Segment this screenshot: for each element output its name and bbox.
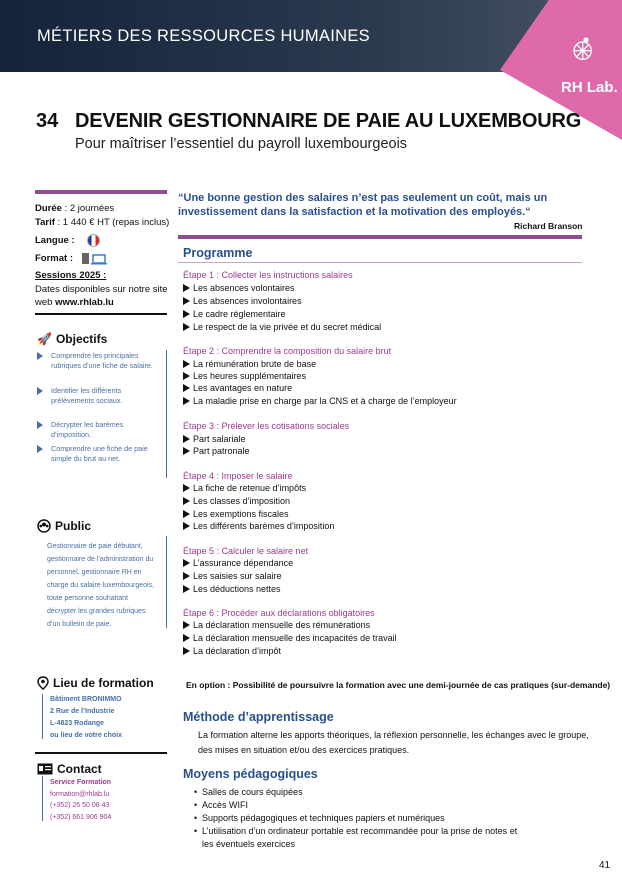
- arrow-bullet-icon: [183, 634, 190, 642]
- objectifs-divider: [166, 350, 167, 478]
- tarif-value: : 1 440 € HT (repas inclus): [57, 217, 170, 228]
- lieu-divider: [42, 694, 43, 739]
- arrow-bullet-icon: [183, 484, 190, 492]
- sessions-label: Sessions 2025 :: [35, 270, 107, 281]
- programme-item: La fiche de retenue d’impôts: [183, 483, 306, 493]
- programme-item: Le respect de la vie privée et du secret médical: [183, 322, 381, 332]
- arrow-bullet-icon: [183, 497, 190, 505]
- sessions-line2: web www.rhlab.lu: [35, 297, 114, 308]
- option-note: En option : Possibilité de poursuivre la formation avec une demi-journée de cas pratiques (sur-demande): [186, 680, 611, 690]
- objectif-item: Comprendre les principales rubriques d’une fiche de salaire.: [37, 351, 165, 371]
- etape-title: Étape 1 : Collecter les instructions salaires: [183, 270, 353, 280]
- etape-title: Étape 3 : Prélever les cotisations sociales: [183, 421, 350, 431]
- programme-rule: [178, 262, 582, 263]
- arrow-bullet-icon: [183, 297, 190, 305]
- rh-lab-logo-icon: [566, 36, 610, 76]
- langue-label: Langue :: [35, 235, 75, 247]
- etape-title: Étape 2 : Comprendre la composition du salaire brut: [183, 346, 392, 356]
- objectif-item: Décrypter les barèmes d’imposition.: [37, 420, 165, 440]
- tarif-line: [35, 217, 169, 228]
- triangle-bullet-icon: [37, 387, 43, 395]
- moyens-item-continuation: les éventuels exercices: [202, 839, 296, 849]
- objectif-item: Identifier les différents prélèvements sociaux.: [37, 386, 165, 406]
- building-icon: [82, 253, 89, 264]
- quote-bar: [178, 235, 582, 239]
- arrow-bullet-icon: [183, 360, 190, 368]
- programme-item: Part salariale: [183, 434, 246, 444]
- programme-item: Les déductions nettes: [183, 584, 281, 594]
- arrow-bullet-icon: [183, 372, 190, 380]
- location-pin-icon: [37, 676, 49, 690]
- arrow-bullet-icon: [183, 323, 190, 331]
- programme-item: Le cadre réglementaire: [183, 309, 286, 319]
- triangle-bullet-icon: [37, 421, 43, 429]
- contact-card-icon: [37, 763, 53, 775]
- public-heading: Public: [37, 519, 91, 533]
- objectifs-heading: 🚀 Objectifs: [37, 332, 108, 346]
- contact-email[interactable]: formation@rhlab.lu: [50, 790, 110, 798]
- moyens-title: Moyens pédagogiques: [183, 767, 318, 781]
- triangle-bullet-icon: [37, 445, 43, 453]
- arrow-bullet-icon: [183, 310, 190, 318]
- contact-heading: Contact: [37, 762, 102, 776]
- quote-author: Richard Branson: [514, 221, 583, 231]
- methode-text: La formation alterne les apports théoriques, la réflexion personnelle, les échanges avec le groupe, des mises en situation et/ou des exercices pratiques.: [198, 730, 589, 755]
- triangle-bullet-icon: [37, 352, 43, 360]
- programme-item: La déclaration mensuelle des rémunérations: [183, 620, 370, 630]
- contact-phone: (+352) 26 50 08 43: [50, 802, 110, 809]
- divider: [35, 313, 167, 315]
- laptop-icon: [93, 255, 105, 263]
- programme-item: La déclaration d’impôt: [183, 646, 281, 656]
- public-text: Gestionnaire de paie débutant, gestionnaire de l’administration du personnel, gestionnaire RH en charge du salaire luxembourgeois, toute personne souhaitant décrypter les grandes rubriques d’un bulletin de paie.: [47, 543, 155, 628]
- course-subtitle: Pour maîtriser l’essentiel du payroll luxembourgeois: [75, 136, 408, 152]
- objectif-item: Comprendre une fiche de paie simple du brut au net.: [37, 444, 165, 464]
- programme-item: La rémunération brute de base: [183, 359, 316, 369]
- website-link[interactable]: www.rhlab.lu: [55, 297, 114, 308]
- arrow-bullet-icon: [183, 585, 190, 593]
- french-flag-icon: [87, 234, 100, 247]
- arrow-bullet-icon: [183, 447, 190, 455]
- course-title: DEVENIR GESTIONNAIRE DE PAIE AU LUXEMBOURG: [75, 110, 582, 132]
- arrow-bullet-icon: [183, 397, 190, 405]
- programme-item: La déclaration mensuelle des incapacités de travail: [183, 633, 397, 643]
- programme-item: Part patronale: [183, 446, 250, 456]
- logo-text: RH Lab.: [561, 79, 618, 96]
- duree-value: : 2 journées: [64, 203, 115, 214]
- format-line: [35, 251, 109, 265]
- lieu-heading: Lieu de formation: [37, 676, 154, 690]
- programme-item: L’assurance dépendance: [183, 558, 293, 568]
- programme-item: Les exemptions fiscales: [183, 509, 289, 519]
- rocket-icon: 🚀: [37, 332, 52, 346]
- tarif-label: Tarif: [35, 217, 55, 228]
- programme-item: Les heures supplémentaires: [183, 371, 306, 381]
- sessions-line1: Dates disponibles sur notre site: [35, 284, 168, 295]
- quote-text: “Une bonne gestion des salaires n’est pas seulement un coût, mais un investissement dans la satisfaction et la motivation des employés.“: [178, 192, 548, 218]
- public-group-icon: [37, 519, 51, 533]
- page-number: 41: [599, 860, 611, 871]
- programme-title: Programme: [183, 246, 253, 260]
- arrow-bullet-icon: [183, 621, 190, 629]
- duree-line: [35, 203, 114, 214]
- format-label: Format :: [35, 252, 73, 264]
- arrow-bullet-icon: [183, 510, 190, 518]
- format-icons: [81, 251, 109, 265]
- programme-item: Les différents barèmes d’imposition: [183, 521, 334, 531]
- etape-title: Étape 6 : Procéder aux déclarations obligatoires: [183, 608, 375, 618]
- public-divider: [166, 536, 167, 628]
- duree-label: Durée: [35, 203, 62, 214]
- programme-item: Les absences volontaires: [183, 283, 295, 293]
- langue-line: [35, 234, 100, 247]
- header-title: MÉTIERS DES RESSOURCES HUMAINES: [37, 27, 370, 45]
- arrow-bullet-icon: [183, 384, 190, 392]
- etape-title: Étape 5 : Calculer le salaire net: [183, 546, 309, 556]
- etape-title: Étape 4 : Imposer le salaire: [183, 471, 293, 481]
- arrow-bullet-icon: [183, 559, 190, 567]
- lieu-address: Bâtiment BRONIMMO 2 Rue de l’Industrie L-4823 Rodange ou lieu de votre choix: [50, 696, 122, 739]
- divider: [35, 752, 167, 754]
- moyens-item: • L’utilisation d’un ordinateur portable est recommandée pour la prise de notes et: [202, 826, 517, 836]
- programme-item: Les absences involontaires: [183, 296, 302, 306]
- arrow-bullet-icon: [183, 647, 190, 655]
- course-number: 34: [36, 110, 59, 132]
- arrow-bullet-icon: [183, 522, 190, 530]
- programme-item: Les avantages en nature: [183, 383, 292, 393]
- contact-divider: [42, 776, 43, 821]
- methode-title: Méthode d’apprentissage: [183, 710, 334, 724]
- arrow-bullet-icon: [183, 572, 190, 580]
- contact-info: Service Formation formation@rhlab.lu (+352) 26 50 08 43 (+352) 661 906 904: [50, 777, 111, 823]
- moyens-item: • Supports pédagogiques et techniques papiers et numériques: [202, 813, 445, 823]
- programme-item: Les saisies sur salaire: [183, 571, 282, 581]
- arrow-bullet-icon: [183, 435, 190, 443]
- moyens-item: • Salles de cours équipées: [202, 787, 303, 797]
- arrow-bullet-icon: [183, 284, 190, 292]
- moyens-item: • Accès WIFI: [202, 800, 248, 810]
- sidebar-top-bar: [35, 190, 167, 194]
- programme-item: La maladie prise en charge par la CNS et à charge de l’employeur: [183, 396, 457, 406]
- contact-phone: (+352) 661 906 904: [50, 813, 112, 821]
- programme-item: Les classes d’imposition: [183, 496, 290, 506]
